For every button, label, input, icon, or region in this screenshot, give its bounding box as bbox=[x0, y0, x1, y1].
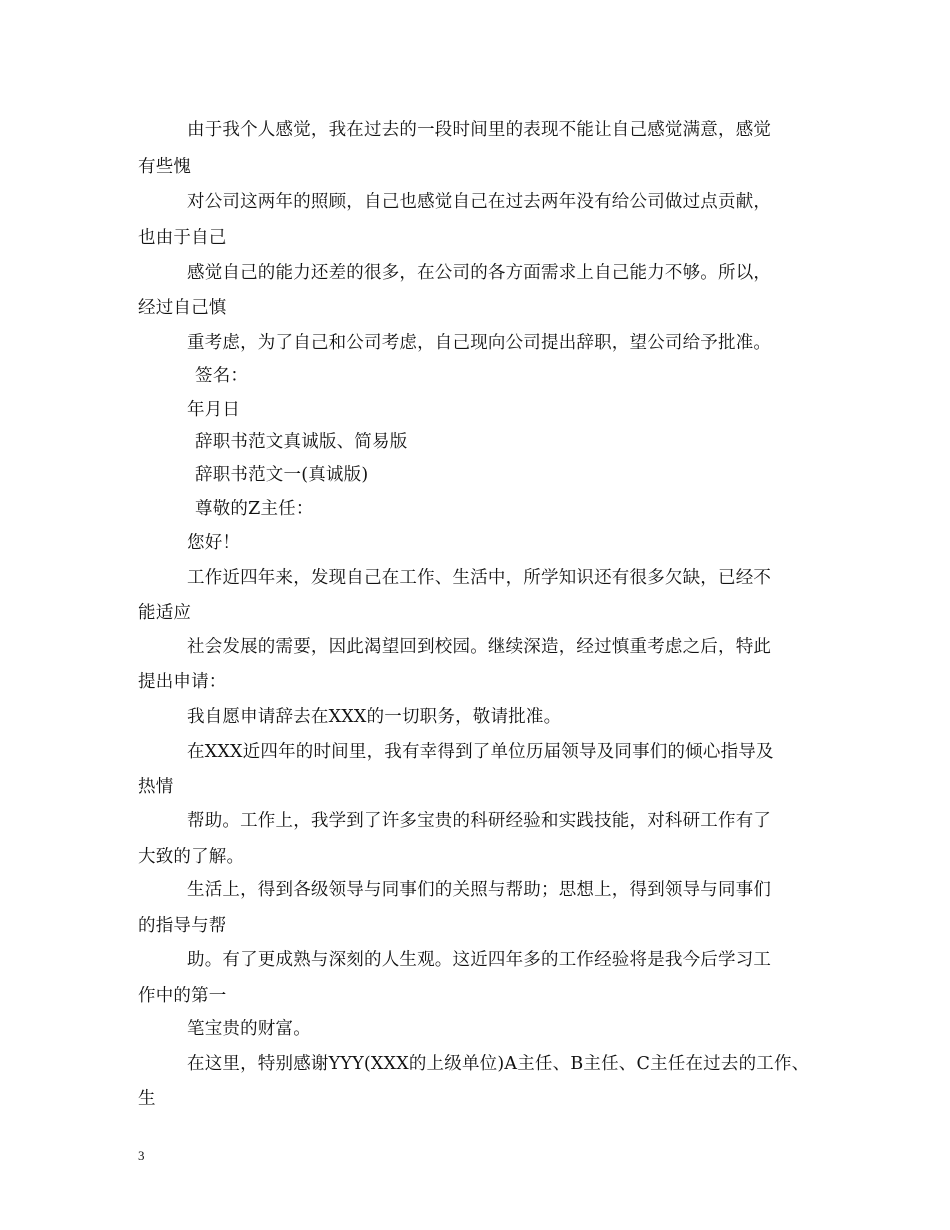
greeting: 您好！ bbox=[187, 533, 241, 553]
paragraph-line: 能适应 bbox=[138, 603, 192, 623]
paragraph-line: 经过自己慎 bbox=[138, 298, 227, 318]
paragraph-line: 社会发展的需要，因此渴望回到校园。继续深造，经过慎重考虑之后，特此 bbox=[187, 637, 772, 657]
paragraph-line: 由于我个人感觉，我在过去的一段时间里的表现不能让自己感觉满意，感觉 bbox=[187, 120, 772, 140]
paragraph-line: 提出申请： bbox=[138, 672, 227, 692]
section-title: 辞职书范文真诚版、简易版 bbox=[195, 432, 408, 452]
paragraph-line: 笔宝贵的财富。 bbox=[187, 1019, 311, 1039]
paragraph-line: 作中的第一 bbox=[138, 986, 227, 1006]
paragraph-line: 在这里，特别感谢YYY(XXX的上级单位)A主任、B主任、C主任在过去的工作、 bbox=[187, 1054, 810, 1074]
date-label: 年月日 bbox=[187, 400, 241, 420]
page-number: 3 bbox=[138, 1148, 145, 1163]
paragraph-line: 也由于自己 bbox=[138, 228, 227, 248]
section-subtitle: 辞职书范文一(真诚版) bbox=[195, 465, 369, 485]
paragraph-line: 帮助。工作上，我学到了许多宝贵的科研经验和实践技能，对科研工作有了 bbox=[187, 811, 772, 831]
paragraph-line: 对公司这两年的照顾，自己也感觉自己在过去两年没有给公司做过点贡献， bbox=[187, 192, 772, 212]
paragraph-line: 我自愿申请辞去在XXX的一切职务，敬请批准。 bbox=[187, 707, 562, 727]
paragraph-line: 感觉自己的能力还差的很多，在公司的各方面需求上自己能力不够。所以， bbox=[187, 263, 772, 283]
paragraph-line: 助。有了更成熟与深刻的人生观。这近四年多的工作经验将是我今后学习工 bbox=[187, 950, 772, 970]
signature-label: 签名： bbox=[195, 366, 249, 386]
paragraph-line: 工作近四年来，发现自己在工作、生活中，所学知识还有很多欠缺，已经不 bbox=[187, 568, 772, 588]
paragraph-line: 有些愧 bbox=[138, 157, 192, 177]
paragraph-line: 的指导与帮 bbox=[138, 916, 227, 936]
paragraph-line: 热情 bbox=[138, 777, 174, 797]
paragraph-line: 在XXX近四年的时间里，我有幸得到了单位历届领导及同事们的倾心指导及 bbox=[187, 742, 774, 762]
paragraph-line: 生 bbox=[138, 1089, 156, 1109]
salutation: 尊敬的Z主任： bbox=[195, 499, 314, 519]
paragraph-line: 重考虑，为了自己和公司考虑，自己现向公司提出辞职，望公司给予批准。 bbox=[187, 333, 772, 353]
paragraph-line: 大致的了解。 bbox=[138, 847, 245, 867]
paragraph-line: 生活上，得到各级领导与同事们的关照与帮助；思想上，得到领导与同事们 bbox=[187, 880, 772, 900]
